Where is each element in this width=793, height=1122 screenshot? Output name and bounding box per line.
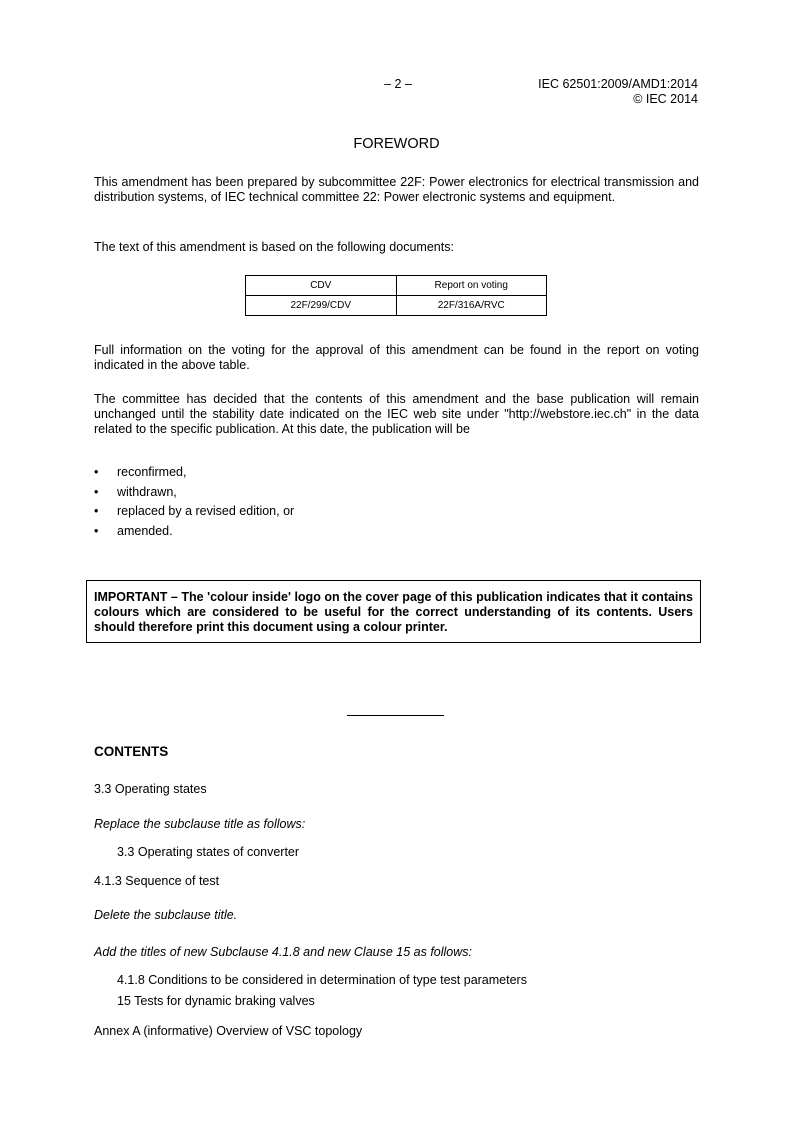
list-item bbox=[94, 485, 294, 505]
publication-options-list bbox=[94, 465, 294, 543]
table-header-cell: Report on voting bbox=[396, 276, 547, 296]
bullet-icon: • bbox=[94, 504, 99, 518]
section-divider bbox=[347, 715, 444, 716]
contents-entry: 15 Tests for dynamic braking valves bbox=[117, 994, 315, 1008]
table-header-cell: CDV bbox=[246, 276, 397, 296]
list-item-text: replaced by a revised edition, or bbox=[117, 504, 295, 518]
table-cell: 22F/299/CDV bbox=[246, 296, 397, 316]
contents-entry: 3.3 Operating states bbox=[94, 782, 207, 796]
table-row bbox=[246, 296, 547, 316]
list-item bbox=[94, 504, 294, 524]
contents-instruction: Delete the subclause title. bbox=[94, 908, 238, 922]
list-item-text: amended. bbox=[117, 523, 173, 538]
contents-entry: 3.3 Operating states of converter bbox=[117, 845, 300, 859]
contents-instruction: Replace the subclause title as follows: bbox=[94, 817, 306, 831]
contents-entry: Annex A (informative) Overview of VSC topology bbox=[94, 1024, 363, 1038]
foreword-title: FOREWORD bbox=[353, 136, 440, 152]
table-header-row bbox=[246, 276, 547, 296]
document-reference: IEC 62501:2009/AMD1:2014 bbox=[538, 77, 698, 91]
list-item bbox=[94, 524, 294, 544]
foreword-paragraph-1: This amendment has been prepared by subcommittee 22F: Power electronics for electrical transmission and distribution systems, of IEC technical committee 22: Power electronic systems and equipment. bbox=[94, 175, 699, 204]
table-cell: 22F/316A/RVC bbox=[396, 296, 547, 316]
foreword-paragraph-2: The text of this amendment is based on the following documents: bbox=[94, 240, 454, 254]
copyright-notice: © IEC 2014 bbox=[633, 92, 698, 106]
contents-title: CONTENTS bbox=[94, 744, 169, 759]
bullet-icon: • bbox=[94, 523, 99, 538]
contents-instruction: Add the titles of new Subclause 4.1.8 and new Clause 15 as follows: bbox=[94, 945, 473, 959]
bullet-icon: • bbox=[94, 465, 99, 479]
list-item-text: withdrawn, bbox=[117, 484, 177, 499]
contents-entry: 4.1.8 Conditions to be considered in determination of type test parameters bbox=[117, 973, 527, 987]
list-item-text: reconfirmed, bbox=[117, 465, 187, 479]
voting-documents-table bbox=[245, 275, 547, 316]
bullet-icon: • bbox=[94, 484, 99, 499]
contents-entry: 4.1.3 Sequence of test bbox=[94, 874, 220, 888]
foreword-paragraph-4: The committee has decided that the contents of this amendment and the base publication will remain unchanged until the stability date indicated on the IEC web site under "http://webstore.iec.ch" in the data related to the specific publication. At this date, the publication will be bbox=[94, 392, 699, 436]
important-notice-box: IMPORTANT – The 'colour inside' logo on the cover page of this publication indicates that it contains colours which are considered to be useful for the correct understanding of its contents. Users should therefore print this document using a colour printer. bbox=[86, 580, 701, 643]
page-number: – 2 – bbox=[384, 77, 412, 91]
foreword-paragraph-3: Full information on the voting for the approval of this amendment can be found in the report on voting indicated in the above table. bbox=[94, 343, 699, 372]
list-item bbox=[94, 465, 294, 485]
